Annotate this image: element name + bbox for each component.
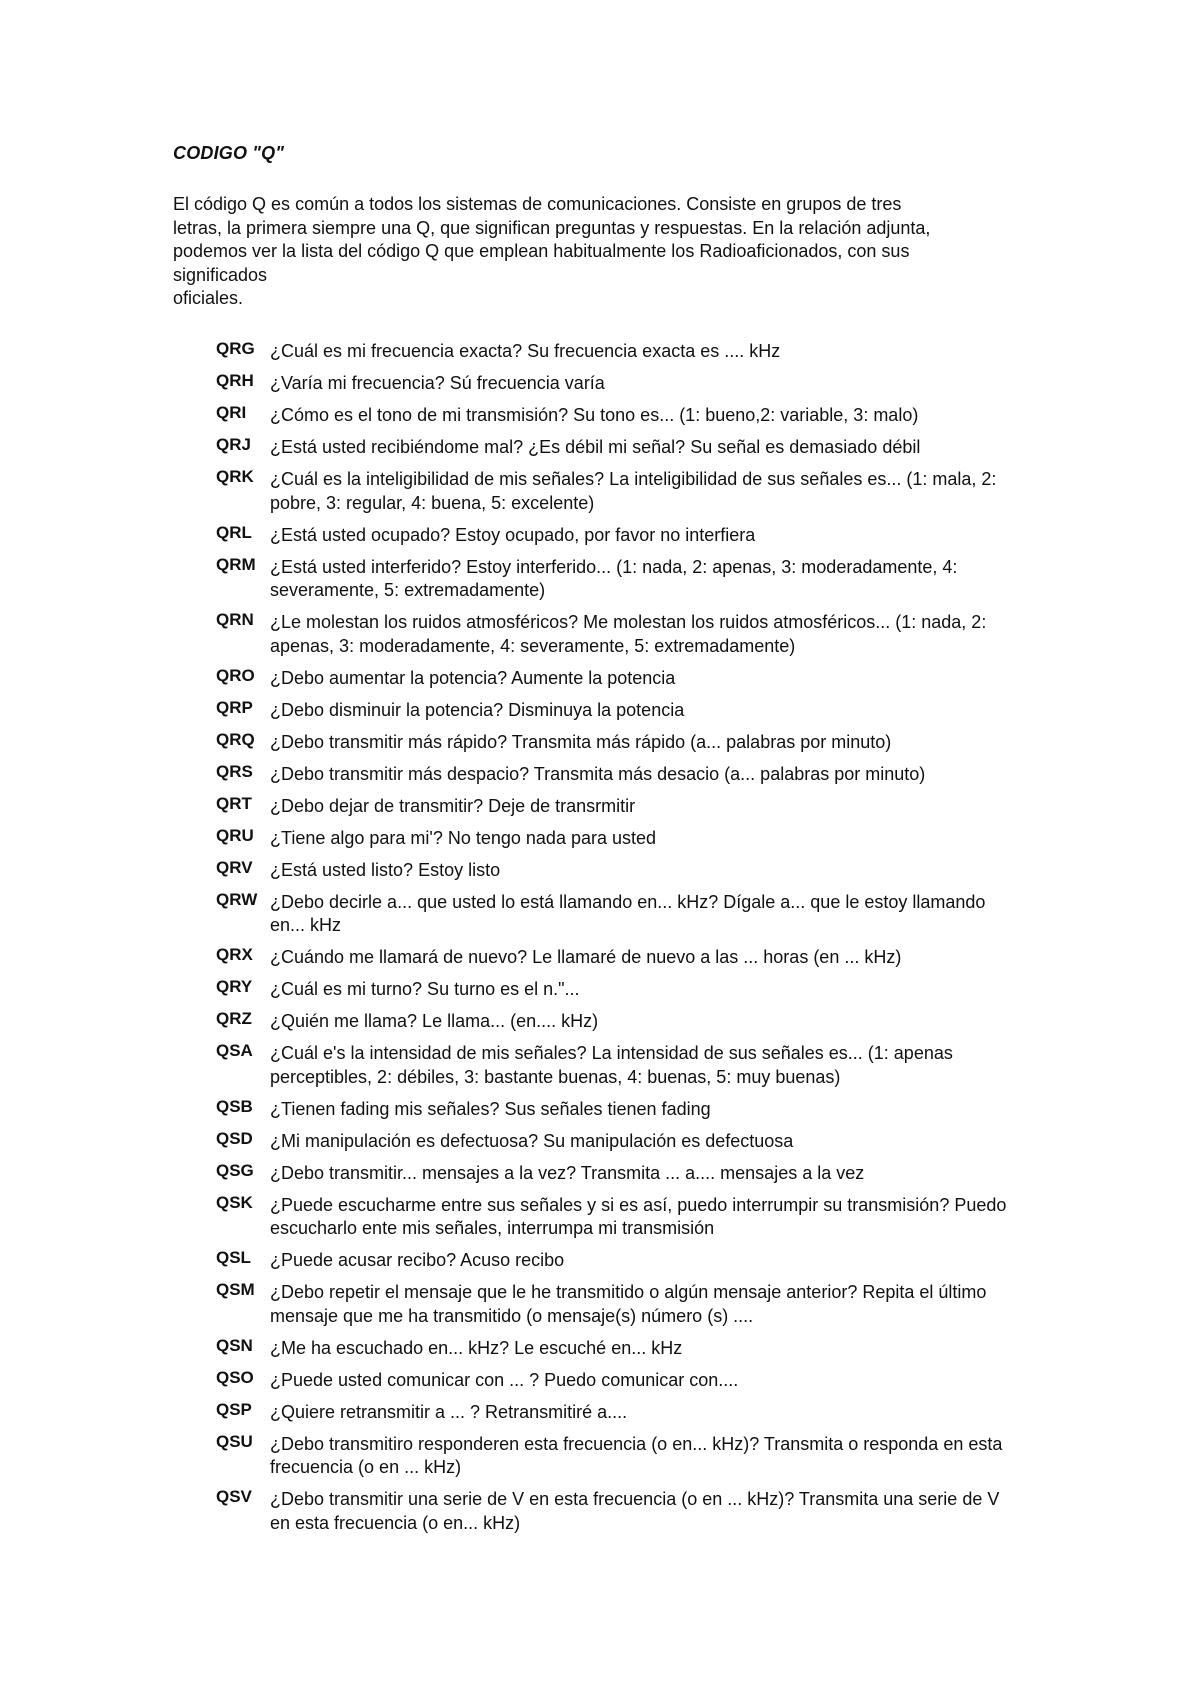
q-code-entry (216, 1010, 1016, 1034)
q-code-meaning: ¿Cuál es la inteligibilidad de mis señales? La inteligibilidad de sus señales es... (1: mala, 2: pobre, 3: regular, 4: buena, 5: excelente) (270, 469, 997, 513)
q-code-meaning: ¿Está usted interferido? Estoy interferido... (1: nada, 2: apenas, 3: moderadamente, 4: severamente, 5: extremadamente) (270, 556, 958, 600)
intro-line: oficiales. (173, 288, 244, 308)
q-code: QRS (216, 761, 253, 781)
q-code-meaning: ¿Tienen fading mis señales? Sus señales tienen fading (270, 1098, 711, 1119)
q-code-meaning: ¿Cuándo me llamará de nuevo? Le llamaré de nuevo a las ... horas (en ... kHz) (270, 947, 902, 967)
q-code-entry (216, 524, 1016, 548)
q-code-entry (216, 795, 1016, 819)
intro-line: podemos ver la lista del código Q que emplean habitualmente los Radioaficionados, con sus (173, 241, 910, 261)
q-code-entry (216, 1281, 1016, 1328)
q-code-meaning: ¿Está usted listo? Estoy listo (270, 859, 501, 880)
q-code-meaning: ¿Puede escucharme entre sus señales y si es así, puedo interrumpir su transmisión? Puedo escucharlo ente mis señales, interrumpa mi transmisión (270, 1194, 1007, 1238)
q-code: QSK (216, 1192, 253, 1212)
q-code: QRN (216, 610, 254, 629)
q-code: QSU (216, 1431, 253, 1451)
q-code: QSP (216, 1399, 252, 1419)
q-code-entry (216, 404, 1016, 428)
q-code-entry (216, 372, 1016, 396)
q-code-meaning: ¿Está usted recibiéndome mal? ¿Es débil mi señal? Su señal es demasiado débil (270, 437, 921, 457)
q-code-entry (216, 1401, 1016, 1425)
q-code-entry (216, 891, 1016, 938)
q-code-meaning: ¿Debo decirle a... que usted lo está llamando en... kHz? Dígale a... que le estoy llamando en... kHz (270, 891, 986, 935)
q-code-entry (216, 946, 1016, 970)
q-code-meaning: ¿Le molestan los ruidos atmosféricos? Me molestan los ruidos atmosféricos... (1: nada, 2: apenas, 3: moderadamente, 4: severamente, 5: extremadamente) (270, 612, 987, 656)
q-code-meaning: ¿Puede acusar recibo? Acuso recibo (270, 1250, 565, 1270)
q-code-meaning: ¿Quién me llama? Le llama... (en.... kHz) (270, 1011, 599, 1031)
page-title: CODIGO "Q" (173, 143, 285, 163)
q-code-meaning: ¿Cuál es mi frecuencia exacta? Su frecuencia exacta es .... kHz (270, 341, 781, 361)
q-code-entry (216, 731, 1016, 755)
q-code-meaning: ¿Debo transmitir más despacio? Transmita más desacio (a... palabras por minuto) (270, 763, 926, 784)
q-code-entry (216, 699, 1016, 723)
q-code-meaning: ¿Debo transmitir más rápido? Transmita más rápido (a... palabras por minuto) (270, 731, 892, 752)
q-code-meaning: ¿Debo transmitiro responderen esta frecuencia (o en... kHz)? Transmita o responda en esta frecuencia (o en ... kHz) (270, 1433, 1003, 1477)
intro-line: significados (173, 264, 268, 285)
q-code: QRG (216, 339, 255, 358)
q-code: QRY (216, 977, 253, 996)
q-code-entry (216, 436, 1016, 460)
q-code-meaning: ¿Debo transmitir... mensajes a la vez? Transmita ... a.... mensajes a la vez (270, 1162, 865, 1183)
q-code-entry (216, 978, 1016, 1002)
q-code: QRZ (216, 1009, 252, 1028)
q-code-entry (216, 1433, 1016, 1480)
q-code-meaning: ¿Varía mi frecuencia? Sú frecuencia varía (270, 373, 605, 393)
q-code-meaning: ¿Está usted ocupado? Estoy ocupado, por favor no interfiera (270, 524, 756, 545)
q-code-entry (216, 1194, 1016, 1241)
q-code: QRW (216, 889, 258, 909)
q-code-meaning: ¿Puede usted comunicar con ... ? Puedo comunicar con.... (270, 1369, 739, 1390)
q-code: QSA (216, 1041, 253, 1060)
q-code-meaning: ¿Me ha escuchado en... kHz? Le escuché en... kHz (270, 1337, 683, 1358)
q-code: QRH (216, 371, 254, 390)
q-code: QRQ (216, 729, 255, 749)
q-code: QSN (216, 1335, 253, 1355)
q-code: QSM (216, 1280, 255, 1299)
q-code-meaning: ¿Cuál e's la intensidad de mis señales? La intensidad de sus señales es... (1: apenas perceptibles, 2: débiles, 3: bastante buenas, 4: buenas, 5: muy buenas) (270, 1043, 953, 1087)
q-code-entry (216, 1098, 1016, 1122)
q-code-entry (216, 763, 1016, 787)
q-code: QRV (216, 857, 253, 877)
q-code-entry (216, 611, 1016, 658)
q-code: QRL (216, 522, 252, 542)
q-code: QRX (216, 945, 253, 964)
intro-paragraph (173, 193, 1053, 311)
q-code-meaning: ¿Debo transmitir una serie de V en esta frecuencia (o en ... kHz)? Transmita una serie de V en esta frecuencia (o en... kHz) (270, 1489, 1000, 1533)
q-code-entry (216, 1162, 1016, 1186)
q-code-entry (216, 1488, 1016, 1535)
q-code: QRJ (216, 435, 251, 454)
q-code-entry (216, 1249, 1016, 1273)
q-code-meaning: ¿Mi manipulación es defectuosa? Su manipulación es defectuosa (270, 1130, 794, 1151)
q-code-meaning: ¿Debo disminuir la potencia? Disminuya la potencia (270, 699, 685, 720)
q-code-meaning: ¿Cómo es el tono de mi transmisión? Su tono es... (1: bueno,2: variable, 3: malo) (270, 405, 919, 425)
q-code-meaning: ¿Tiene algo para mi'? No tengo nada para usted (270, 827, 657, 848)
q-code-entry (216, 667, 1016, 691)
q-code-entry (216, 827, 1016, 851)
q-code-entry (216, 468, 1016, 515)
intro-line: El código Q es común a todos los sistemas de comunicaciones. Consiste en grupos de tres (173, 194, 902, 214)
q-code-meaning: ¿Debo aumentar la potencia? Aumente la potencia (270, 667, 676, 688)
q-code: QRO (216, 665, 255, 685)
q-code: QSD (216, 1128, 253, 1148)
q-code-list (216, 340, 1016, 1544)
q-code: QRM (216, 554, 256, 574)
q-code-meaning: ¿Quiere retransmitir a ... ? Retransmitiré a.... (270, 1401, 628, 1422)
q-code-meaning: ¿Cuál es mi turno? Su turno es el n."... (270, 979, 580, 999)
q-code-entry (216, 1042, 1016, 1089)
q-code: QSV (216, 1487, 252, 1506)
q-code-entry (216, 556, 1016, 603)
intro-line: letras, la primera siempre una Q, que significan preguntas y respuestas. En la relación adjunta, (173, 217, 931, 238)
q-code: QRP (216, 697, 253, 717)
q-code-entry (216, 1130, 1016, 1154)
q-code: QSO (216, 1367, 254, 1387)
q-code-entry (216, 1337, 1016, 1361)
q-code: QRI (216, 403, 247, 422)
q-code: QRK (216, 467, 254, 486)
q-code: QSB (216, 1096, 253, 1116)
q-code-entry (216, 859, 1016, 883)
q-code: QRT (216, 793, 252, 813)
q-code-entry (216, 340, 1016, 364)
q-code: QSG (216, 1160, 254, 1180)
q-code: QSL (216, 1248, 251, 1267)
q-code: QRU (216, 825, 254, 845)
q-code-entry (216, 1369, 1016, 1393)
q-code-meaning: ¿Debo repetir el mensaje que le he transmitido o algún mensaje anterior? Repita el último mensaje que me ha transmitido (o mensaje(s) número (s) .... (270, 1282, 987, 1326)
q-code-meaning: ¿Debo dejar de transmitir? Deje de transrmitir (270, 795, 636, 816)
